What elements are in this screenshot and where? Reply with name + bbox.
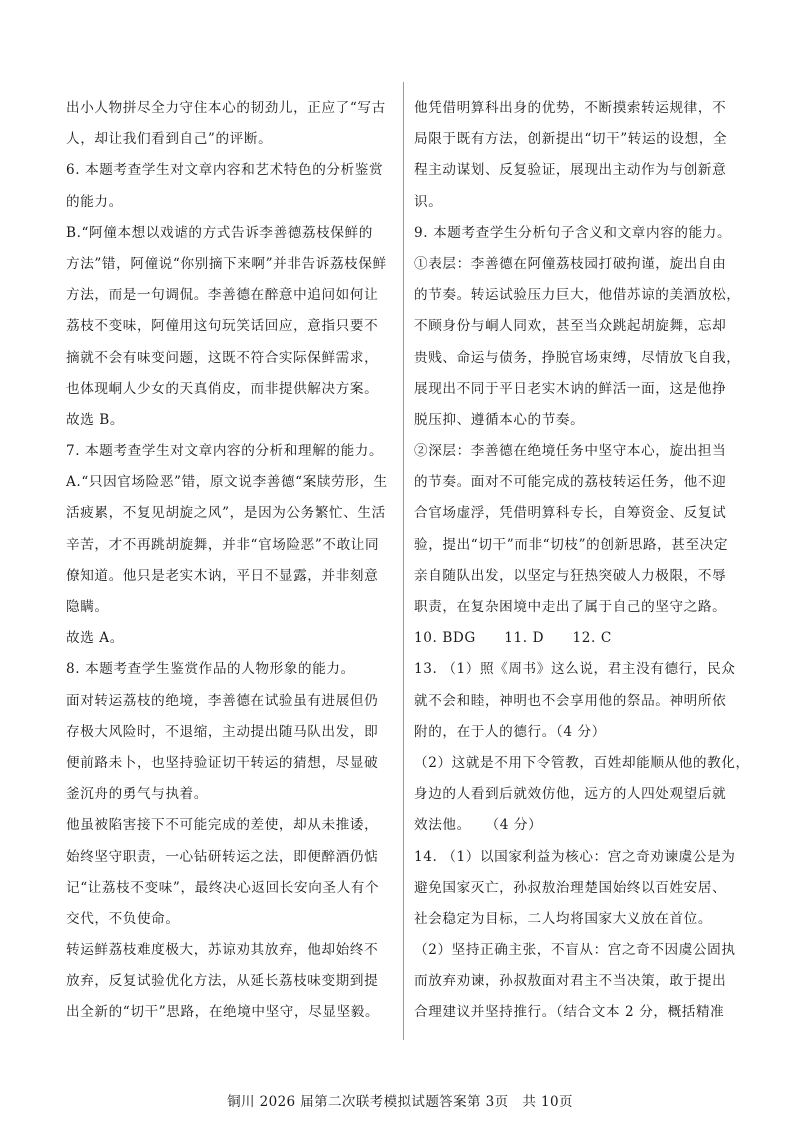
left-column-text-line: 僚知道。他只是老实木讷，平日不显露，并非刻意 — [66, 567, 379, 584]
right-column-text-line: 社会稳定为目标，二人均将国家大义放在首位。 — [414, 910, 713, 927]
right-column-text-line: 验，提出“切干”而非“切枝”的创新思路，甚至决定 — [414, 536, 729, 553]
left-column — [66, 93, 396, 1029]
left-column-text-line: 放弃，反复试验优化方法，从延长荔枝味变期到提 — [66, 973, 379, 990]
right-column-text-line: 职责，在复杂困境中走出了属于自己的坚守之路。 — [414, 599, 727, 615]
right-column-text-line: 14. （1）以国家利益为核心：宫之奇劝谏虞公是为 — [414, 848, 736, 865]
right-column-text-line: 他凭借明算科出身的优势，不断摸索转运规律，不 — [414, 100, 727, 116]
right-column-text-line: 局限于既有方法，创新提出“切干”转运的设想，全 — [414, 131, 728, 148]
left-column-text-line: 转运鲜荔枝难度极大，苏谅劝其放弃，他却始终不 — [66, 942, 379, 959]
left-column-text-line: 摘就不会有味变问题，这既不符合实际保鲜需求， — [66, 349, 379, 366]
right-column-text-line: 的节奏。面对不可能完成的荔枝转运任务，他不迎 — [414, 474, 727, 491]
right-column-text-line: ①表层：李善德在阿僮荔枝园打破拘谨，旋出自由 — [414, 255, 727, 272]
right-column-text-line: 识。 — [414, 193, 443, 210]
left-column-text-line: 辛苦，才不再跳胡旋舞，并非“官场险恶”不敢让同 — [66, 536, 380, 553]
left-column-text-line: 便前路未卜，也坚持验证切干转运的猜想，尽显破 — [66, 754, 379, 771]
right-column-text-line: 9. 本题考查学生分析句子含义和文章内容的能力。 — [414, 224, 732, 241]
left-column-text-line: 也体现峒人少女的天真俏皮，而非提供解决方案。 — [66, 380, 379, 397]
right-column-text-line: 展现出不同于平日老实木讷的鲜活一面，这是他挣 — [414, 380, 727, 397]
right-column-text-line: （2）这就是不用下令管教，百姓却能顺从他的教化， — [414, 754, 750, 771]
right-column-text-line: 效法他。 （4 分） — [414, 817, 543, 834]
left-column-text-line: B.“阿僮本想以戏谑的方式告诉李善德荔枝保鲜的 — [66, 224, 373, 241]
right-column — [414, 93, 750, 1029]
right-column-text-line: 13. （1）照《周书》这么说，君主没有德行，民众 — [414, 661, 736, 678]
left-column-text-line: 故选 A。 — [66, 630, 124, 647]
left-column-text-line: 的能力。 — [66, 193, 123, 210]
right-column-text-line: 程主动谋划、反复验证，展现出主动作为与创新意 — [414, 162, 727, 179]
left-column-text-line: 始终坚守职责，一心钻研转运之法，即便醉酒仍惦 — [66, 848, 379, 865]
column-divider — [403, 82, 404, 1040]
right-column-text-line: （2）坚持正确主张，不盲从：宫之奇不因虞公固执 — [414, 942, 736, 959]
right-column-text-line: 脱压抑、遵循本心的节奏。 — [414, 411, 585, 428]
left-column-text-line: 面对转运荔枝的绝境，李善德在试验虽有进展但仍 — [66, 692, 379, 709]
right-column-text-line: 而放弃劝谏，孙叔敖面对君主不当决策，敢于提出 — [414, 973, 727, 990]
right-column-text-line: 附的，在于人的德行。（4 分） — [414, 723, 606, 740]
left-column-text-line: 他虽被陷害接下不可能完成的差使，却从未推诿， — [66, 817, 379, 834]
left-column-text-line: 出全新的“切干”思路，在绝境中坚守，尽显坚毅。 — [66, 1004, 380, 1021]
right-column-text-line: 不顾身份与峒人同欢，甚至当众跳起胡旋舞，忘却 — [414, 318, 727, 335]
right-column-text-line: 身边的人看到后就效仿他，远方的人四处观望后就 — [414, 786, 727, 803]
left-column-text-line: 隐瞒。 — [66, 599, 109, 615]
left-column-text-line: 交代，不负使命。 — [66, 910, 180, 927]
right-column-text-line: 就不会和睦，神明也不会享用他的祭品。神明所依 — [414, 692, 727, 709]
left-column-text-line: 存极大风险时，不退缩，主动提出随马队出发，即 — [66, 723, 379, 740]
left-column-text-line: 记“让荔枝不变味”，最终决心返回长安向圣人有个 — [66, 879, 380, 896]
left-column-text-line: 方法”错，阿僮说“你别摘下来啊”并非告诉荔枝保鲜 — [66, 255, 387, 272]
right-column-text-line: 亲自随队出发，以坚定与狂热突破人力极限，不辱 — [414, 567, 727, 584]
left-column-text-line: A.“只因官场险恶”错，原文说李善德“案牍劳形，生 — [66, 474, 388, 491]
left-column-text-line: 釜沉舟的勇气与执着。 — [66, 786, 208, 803]
left-column-text-line: 荔枝不变味，阿僮用这句玩笑话回应，意指只要不 — [66, 318, 379, 335]
left-column-text-line: 人，却让我们看到自己”的评断。 — [66, 131, 273, 148]
right-column-text-line: ②深层：李善德在绝境任务中坚守本心，旋出担当 — [414, 443, 727, 460]
right-column-text-line: 避免国家灭亡，孙叔敖治理楚国始终以百姓安居、 — [414, 879, 727, 896]
left-column-text-line: 故选 B。 — [66, 411, 125, 428]
right-column-text-line: 10. BDG 11. D 12. C — [414, 630, 612, 647]
left-column-text-line: 方法，而是一句调侃。李善德在醉意中追问如何让 — [66, 287, 379, 304]
left-column-text-line: 7. 本题考查学生对文章内容的分析和理解的能力。 — [66, 443, 384, 460]
right-column-text-line: 合理建议并坚持推行。（结合文本 2 分，概括精准 — [414, 1004, 725, 1021]
left-column-text-line: 出小人物拼尽全力守住本心的韧劲儿，正应了“写古 — [66, 100, 386, 116]
left-column-text-line: 6. 本题考查学生对文章内容和艺术特色的分析鉴赏 — [66, 162, 384, 179]
page-footer: 铜川 2026 届第二次联考模拟试题答案第 3页 共 10页 — [227, 1094, 573, 1110]
right-column-text-line: 合官场虚浮，凭借明算科专长，自筹资金、反复试 — [414, 505, 727, 522]
left-column-text-line: 8. 本题考查学生鉴赏作品的人物形象的能力。 — [66, 661, 355, 678]
right-column-text-line: 贵贱、命运与债务，挣脱官场束缚，尽情放飞自我， — [414, 349, 741, 366]
right-column-text-line: 的节奏。转运试验压力巨大，他借苏谅的美酒放松， — [414, 287, 741, 304]
left-column-text-line: 活疲累，不复见胡旋之风”，是因为公务繁忙、生活 — [66, 505, 386, 522]
